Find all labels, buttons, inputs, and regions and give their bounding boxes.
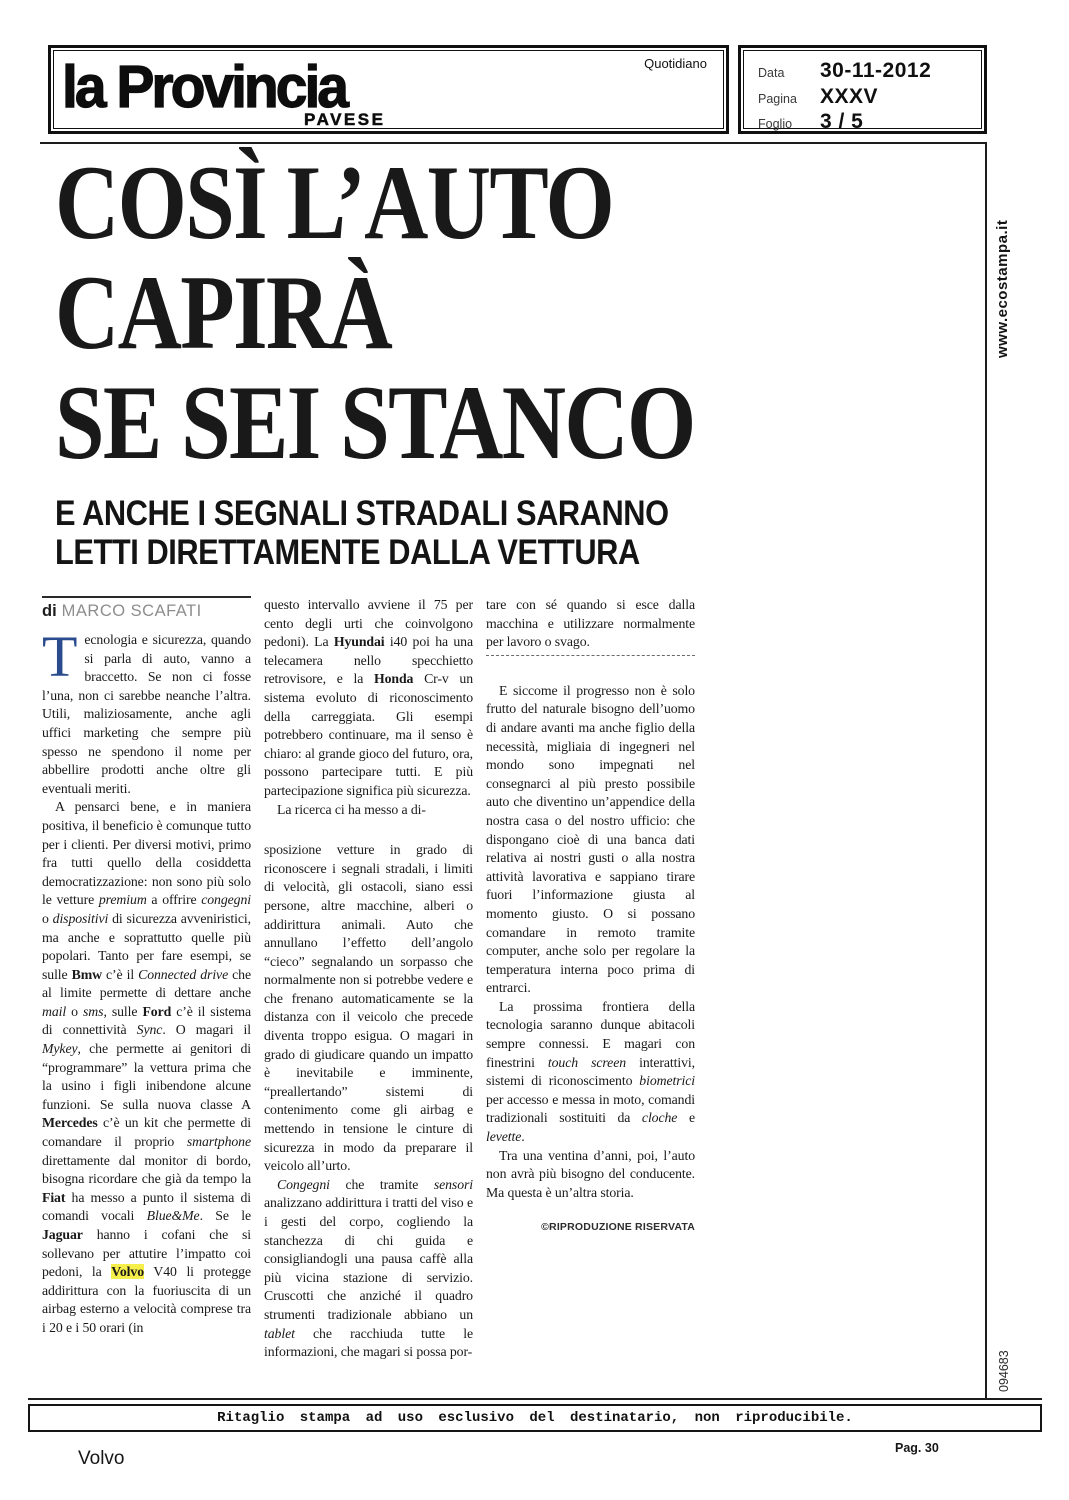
text-segment: che racchiuda tutte le informazioni, che magari si possa por- [264, 1325, 473, 1360]
text-segment: Honda [373, 671, 414, 687]
article-paragraph [486, 682, 695, 998]
text-segment: mail [42, 1003, 67, 1019]
text-segment: touch screen [547, 1054, 627, 1070]
text-segment: A pensarci bene, e in maniera positiva, il beneficio è comunque tutto per i clienti. Per diversi motivi, primo fra tutti quello della cosiddetta democratizzazione: non sono più solo le vetture [42, 799, 251, 908]
text-segment: . O magari il [162, 1022, 251, 1038]
text-segment: congegni [201, 892, 251, 908]
text-segment: c’è il sistema di connettività [42, 1003, 251, 1038]
article-headline [55, 144, 816, 481]
byline [42, 596, 251, 621]
text-segment: cloche [641, 1110, 678, 1126]
article-paragraph [264, 841, 473, 1176]
text-segment: E siccome il progresso non è solo frutto del naturale bisogno dell’uomo di andare avanti ma anche figlio della necessità, migliaia di ingegneri nel mondo sono impegnati nel consegnarci al più presto possibile auto che diventino un’appendice della nostra casa o del nostro ufficio: che dispongano cioè di una banca dati relativa ai nostri gusti o alla nostra attività lavorativa e sappiano tirare fuori l’informazione giusta al momento giusto. O si possano comandare in remoto tramite computer, anche solo per regolare la temperatura interna poco prima di entrarci. [486, 682, 695, 996]
text-segment: premium [98, 892, 147, 908]
text-segment: sensori [433, 1176, 473, 1192]
disclaimer-text: Ritaglio stampa ad uso esclusivo del destinatario, non riproducibile. [217, 1410, 853, 1426]
article-paragraph [42, 798, 251, 1337]
text-segment: analizzano addirittura i tratti del viso e i gesti del corpo, cogliendo la stanchezza di chi guida e consigliandogli una pausa caffè alla più vicina stazione di servizio. Cruscotti che anziché il quadro strumenti tradizionale abbiano un [264, 1195, 473, 1322]
article-paragraph [264, 1176, 473, 1362]
meta-row-sheet [758, 110, 863, 134]
text-segment: smartphone [186, 1134, 251, 1150]
text-segment: dispositivi [52, 910, 109, 926]
sheet-value: 3 / 5 [820, 110, 864, 133]
text-segment: tare con sé quando si esce dalla macchina e utilizzare normalmente per lavoro o svago. [486, 597, 695, 650]
text-segment: o [42, 910, 53, 926]
text-segment: Bmw [71, 966, 102, 982]
text-segment: Connected drive [138, 966, 229, 982]
date-value: 30-11-2012 [820, 59, 932, 82]
masthead-box [48, 45, 729, 134]
publication-meta-box [738, 45, 987, 134]
text-segment: Hyundai [333, 634, 385, 650]
text-segment: Tra una ventina d’anni, poi, l’auto non avrà più bisogno del conducente. Ma questa è un’altra storia. [486, 1147, 695, 1200]
headline-line-3: SE SEI STANCO [55, 364, 695, 481]
text-segment: Mercedes [42, 1115, 98, 1131]
article-body [42, 596, 695, 1362]
ecostampa-watermark: www.ecostampa.it [994, 219, 1011, 358]
drop-cap: T [42, 624, 78, 689]
date-label: Data [758, 66, 785, 80]
text-segment: tablet [264, 1325, 295, 1341]
subtitle-line-2: LETTI DIRETTAMENTE DALLA VETTURA [55, 533, 640, 572]
periodicity-label: Quotidiano [644, 56, 707, 71]
text-segment: La prossima frontiera della tecnologia saranno dunque abitacoli sempre connessi. E magari con finestrini [486, 998, 695, 1070]
text-segment: levette [486, 1129, 522, 1145]
text-segment: V40 li protegge addirittura con la fuoriuscita di un airbag esterno a velocità comprese tra i 20 e i 50 orari (in [42, 1264, 251, 1335]
newspaper-logo-subtitle: PAVESE [304, 110, 386, 129]
text-segment: , che permette ai genitori di “programmare” la vettura prima che la usino i figli inibendone alcune funzioni. Se sulla nuova classe A [42, 1041, 251, 1112]
text-segment: Congegni [277, 1176, 330, 1192]
text-segment: di sicurezza avveniristici, ma anche e soprattutto quelle più popolari. Tanto per fare esempi, se sulle [42, 910, 251, 982]
text-segment: questo intervallo avviene il 75 per cento degli urti che coinvolgono pedoni). La [264, 597, 473, 650]
page-reference: Pag. 30 [895, 1441, 939, 1455]
article-paragraph [486, 1147, 695, 1203]
text-segment: o [66, 1003, 84, 1019]
headline-line-2: CAPIRÀ [55, 254, 392, 371]
text-segment: hanno i cofani che si sollevano per attutire l’impatto coi pedoni, la [42, 1227, 251, 1280]
text-segment: sms [83, 1003, 104, 1019]
newspaper-logo: la Provincia [62, 54, 346, 121]
article-paragraph [42, 624, 251, 798]
text-segment: ha messo a punto il sistema di comandi vocali [42, 1189, 251, 1224]
text-segment: che al limite permette di dettare anche [42, 966, 251, 1001]
byline-author: MARCO SCAFATI [61, 602, 202, 620]
text-segment: Sync [136, 1022, 163, 1038]
article-subtitle [55, 494, 752, 572]
text-segment: Fiat [42, 1189, 66, 1205]
article-column-2 [264, 596, 473, 1362]
text-segment: Ford [142, 1003, 172, 1019]
text-segment: per accesso e messa in moto, comandi tradizionali sostituiti da [486, 1091, 695, 1126]
headline-line-1: COSÌ L’AUTO [55, 144, 614, 261]
frame-right-border [985, 142, 987, 1398]
page-value: XXXV [820, 85, 879, 108]
text-segment: biometrici [639, 1073, 695, 1089]
copyright-line [486, 1218, 695, 1237]
text-segment: Blue&Me [146, 1208, 200, 1224]
article-paragraph [264, 801, 473, 820]
meta-row-date [758, 59, 931, 83]
subject-label: Volvo [78, 1448, 125, 1469]
byline-prefix: di [42, 602, 57, 620]
text-segment: La ricerca ci ha messo a di- [277, 801, 426, 817]
text-segment: . [521, 1129, 525, 1145]
text-segment: Jaguar [42, 1227, 83, 1242]
text-segment: ©RIPRODUZIONE RISERVATA [541, 1221, 695, 1234]
text-segment: , sulle [103, 1003, 143, 1019]
subtitle-line-1: E ANCHE I SEGNALI STRADALI SARANNO [55, 494, 669, 533]
text-segment: Cr-v un sistema evoluto di riconoscimento della carreggiata. Gli esempi potrebbero continuare, ma il senso è chiaro: al grande gioco del futuro, ora, possono partecipare tutti. E più partecipazione significa più sicurezza. [264, 671, 473, 798]
text-segment: direttamente dal monitor di bordo, bisogna ricordare che già da tempo la [42, 1152, 251, 1187]
article-paragraph [486, 998, 695, 1147]
sheet-label: Foglio [758, 117, 793, 131]
text-segment: c’è un kit che permette di comandare il proprio [42, 1115, 251, 1150]
text-segment: sposizione vetture in grado di riconoscere i segnali stradali, i limiti di velocità, gli ostacoli, siano essi persone, altre macchine, alberi o addirittura animali. Auto che annullano l’effetto dell’angolo “cieco” segnalando un sorpasso che normalmente non si potrebbe vedere e che frenano automaticamente se la distanza con il veicolo che precede diventa troppo esigua. O magari in grado di giudicare quando un impatto è inevitabile e imminente, “preallertando” sistemi di contenimento come gli airbag e mettendo in tensione le cinture di sicurezza in modo da preparare il veicolo all’urto. [264, 842, 473, 1174]
text-segment: ecnologia e sicurezza, quando si parla di auto, vanno a braccetto. Se non ci fosse l’una, non ci sarebbe neanche l’altra. Utili, maliziosamente, anche agli uffici marketing che sempre più spesso ne spendono il nome per abbellire prodotti anche oltre gli eventuali meriti. [42, 632, 251, 796]
page-label: Pagina [758, 92, 797, 106]
frame-bottom-border [28, 1398, 1042, 1400]
publication-meta-box-inner [743, 50, 982, 133]
text-segment: che tramite [329, 1176, 434, 1192]
text-segment: i40 poi ha una telecamera nello specchietto retrovisore, e la [264, 634, 473, 687]
article-column-3 [486, 596, 695, 1362]
text-segment: Mykey [42, 1041, 78, 1057]
text-segment: Volvo [111, 1264, 145, 1280]
text-segment: e [677, 1110, 695, 1126]
article-column-1 [42, 596, 251, 1362]
disclaimer-strip [28, 1404, 1042, 1432]
text-segment: c’è il [101, 966, 139, 982]
text-segment: a offrire [146, 892, 202, 908]
article-paragraph [264, 596, 473, 801]
text-segment: interattivi, sistemi di riconoscimento [486, 1054, 695, 1089]
masthead-box-inner [53, 50, 724, 129]
text-segment: . Se le [199, 1208, 251, 1224]
meta-row-page [758, 85, 878, 109]
clipping-code: 094683 [997, 1350, 1011, 1392]
article-paragraph [486, 596, 695, 656]
